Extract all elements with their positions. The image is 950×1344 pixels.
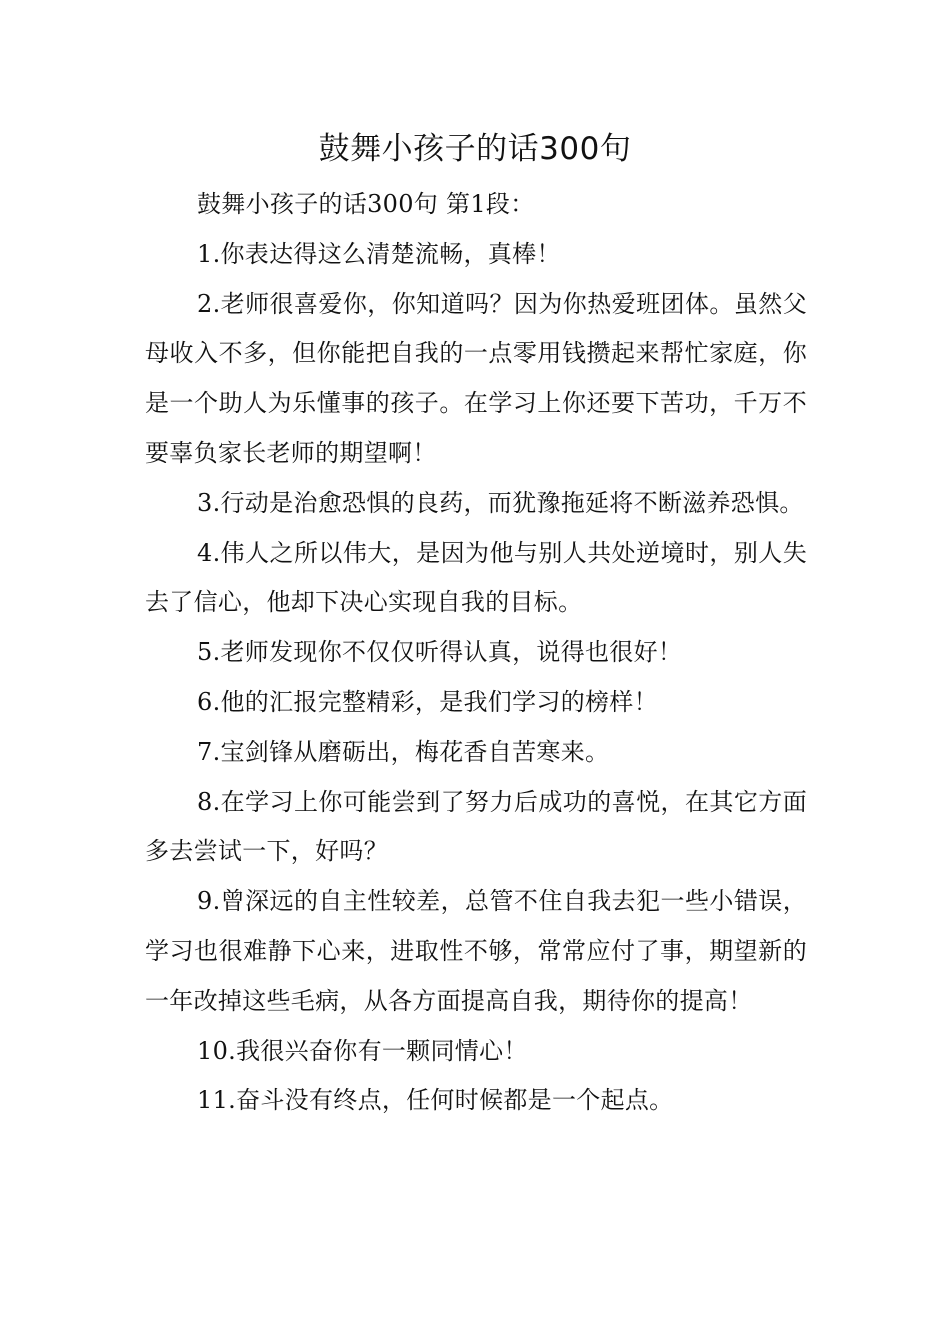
document-title: 鼓舞小孩子的话300句	[318, 131, 632, 167]
section-heading: 鼓舞小孩子的话300句 第1段：	[197, 190, 535, 218]
paragraph-11: 11.奋斗没有终点，任何时候都是一个起点。	[197, 1086, 674, 1115]
paragraph-7: 7.宝剑锋从磨砺出，梅花香自苦寒来。	[197, 737, 610, 766]
paragraph-4: 4.伟人之所以伟大，是因为他与别人共处逆境时，别人失去了信心，他却下决心实现自我的目标。	[145, 538, 807, 617]
paragraph-10: 10.我很兴奋你有一颗同情心！	[197, 1036, 528, 1065]
paragraph-9: 9.曾深远的自主性较差，总管不住自我去犯一些小错误，学习也很难静下心来，进取性不够，常常应付了事，期望新的一年改掉这些毛病，从各方面提高自我，期待你的提高！	[145, 887, 807, 1015]
paragraph-6: 6.他的汇报完整精彩，是我们学习的榜样！	[197, 687, 658, 716]
paragraph-1: 1.你表达得这么清楚流畅，真棒！	[197, 239, 561, 268]
document-body	[145, 180, 807, 1126]
paragraph-5: 5.老师发现你不仅仅听得认真，说得也很好！	[197, 638, 683, 667]
paragraph-8: 8.在学习上你可能尝到了努力后成功的喜悦，在其它方面多去尝试一下，好吗？	[145, 787, 807, 866]
paragraph-3: 3.行动是治愈恐惧的良药，而犹豫拖延将不断滋养恐惧。	[197, 488, 804, 517]
paragraph-2: 2.老师很喜爱你，你知道吗？因为你热爱班团体。虽然父母收入不多，但你能把自我的一点零用钱攒起来帮忙家庭，你是一个助人为乐懂事的孩子。在学习上你还要下苦功，千万不要辜负家长老师的期望啊！	[145, 289, 807, 467]
